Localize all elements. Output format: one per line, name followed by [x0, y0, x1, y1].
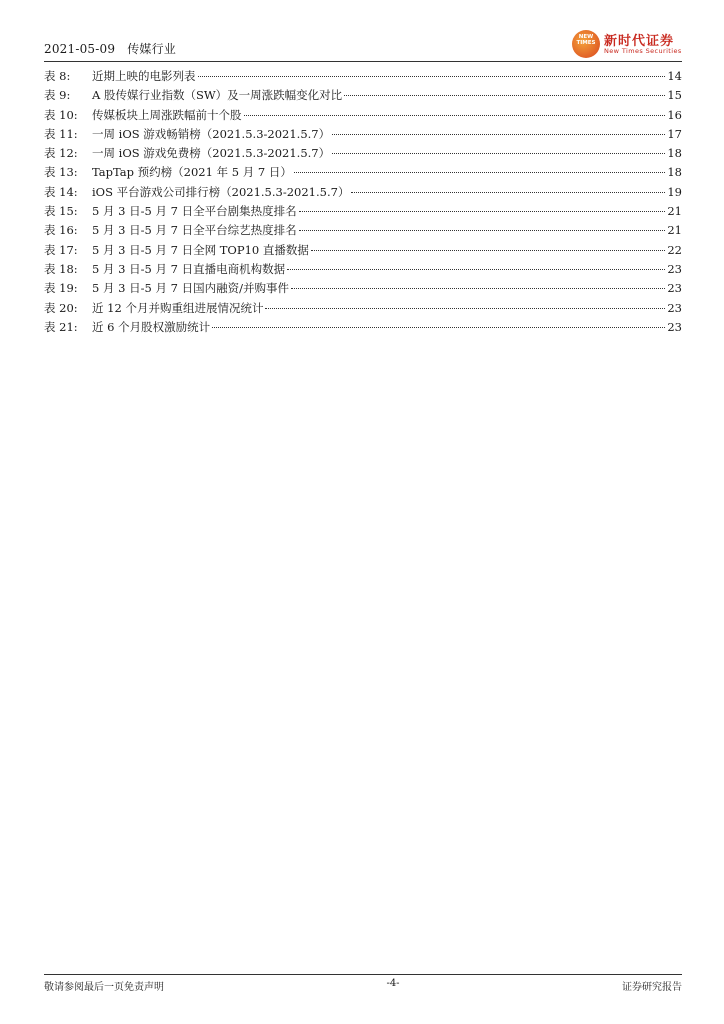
toc-entry-title: 近 12 个月并购重组进展情况统计 [92, 300, 264, 315]
toc-entry[interactable] [44, 280, 682, 299]
toc-entry-label: 表 9: [44, 88, 71, 103]
toc-entry-label: 表 13: [44, 165, 78, 180]
toc-entry-title: 一周 iOS 游戏免费榜（2021.5.3-2021.5.7） [92, 146, 331, 161]
toc-entry[interactable] [44, 319, 682, 338]
toc-entry-label: 表 8: [44, 69, 71, 83]
toc-entry-page: 21 [667, 223, 682, 238]
toc-entry[interactable] [44, 145, 682, 164]
toc-entry-label: 表 17: [44, 242, 78, 257]
toc-entry-page: 16 [667, 107, 682, 122]
header-divider [44, 61, 682, 62]
toc-leader-dots [299, 230, 666, 231]
toc-leader-dots [287, 269, 665, 270]
footer-report-type: 证券研究报告 [622, 982, 682, 993]
logo-company-subtitle: New Times Securities [604, 47, 682, 55]
toc-entry[interactable] [44, 68, 682, 87]
toc-entry-title: 5 月 3 日-5 月 7 日全平台综艺热度排名 [92, 223, 297, 238]
toc-entry-label: 表 15: [44, 204, 78, 219]
company-logo [570, 28, 686, 60]
toc-entry[interactable] [44, 107, 682, 126]
toc-leader-dots [311, 250, 665, 251]
toc-entry-title: 一周 iOS 游戏畅销榜（2021.5.3-2021.5.7） [92, 126, 331, 141]
toc-leader-dots [244, 115, 666, 116]
logo-company-name: 新时代证券 [604, 34, 675, 49]
toc-leader-dots [212, 327, 665, 328]
toc-entry-title: 5 月 3 日-5 月 7 日直播电商机构数据 [92, 261, 286, 276]
toc-leader-dots [294, 172, 666, 173]
toc-entry[interactable] [44, 300, 682, 319]
toc-leader-dots [332, 153, 665, 154]
toc-leader-dots [332, 134, 665, 135]
report-date: 2021-05-09 [44, 42, 116, 56]
toc-leader-dots [265, 308, 665, 309]
toc-entry-page: 23 [667, 281, 682, 296]
footer-disclaimer: 敬请参阅最后一页免责声明 [44, 982, 164, 993]
toc-entry-title: 近 6 个月股权激励统计 [92, 319, 211, 334]
toc-entry-page: 22 [667, 242, 682, 257]
table-of-contents [44, 68, 682, 338]
toc-entry-label: 表 14: [44, 184, 78, 199]
toc-leader-dots [198, 76, 666, 77]
toc-entry-title: 传媒板块上周涨跌幅前十个股 [92, 107, 242, 122]
toc-entry[interactable] [44, 222, 682, 241]
logo-emblem-text: NEW TIMES [576, 34, 596, 46]
toc-entry-label: 表 12: [44, 146, 78, 161]
toc-entry-title: iOS 平台游戏公司排行榜（2021.5.3-2021.5.7） [92, 184, 350, 199]
toc-entry-page: 14 [667, 69, 682, 83]
toc-entry-page: 23 [667, 319, 682, 334]
toc-entry-page: 18 [667, 165, 682, 180]
report-category: 传媒行业 [127, 42, 177, 56]
toc-entry-page: 19 [667, 184, 682, 199]
toc-entry-label: 表 18: [44, 261, 78, 276]
toc-entry-page: 15 [667, 88, 682, 103]
toc-entry[interactable] [44, 184, 682, 203]
footer-divider [44, 974, 682, 975]
toc-entry[interactable] [44, 203, 682, 222]
toc-entry-label: 表 21: [44, 319, 78, 334]
toc-entry[interactable] [44, 126, 682, 145]
toc-entry[interactable] [44, 242, 682, 261]
toc-entry-page: 18 [667, 146, 682, 161]
toc-leader-dots [344, 95, 665, 96]
toc-entry-label: 表 19: [44, 281, 78, 296]
footer-page-number: -4- [386, 978, 400, 989]
header-date-line [44, 40, 184, 57]
toc-leader-dots [291, 288, 665, 289]
toc-entry[interactable] [44, 261, 682, 280]
toc-entry-title: 5 月 3 日-5 月 7 日全平台剧集热度排名 [92, 204, 297, 219]
toc-leader-dots [351, 192, 665, 193]
toc-entry-title: 5 月 3 日-5 月 7 日国内融资/并购事件 [92, 281, 289, 296]
toc-entry-page: 23 [667, 300, 682, 315]
toc-entry-page: 21 [667, 204, 682, 219]
toc-entry-title: A 股传媒行业指数（SW）及一周涨跌幅变化对比 [92, 88, 343, 103]
toc-entry-label: 表 10: [44, 107, 78, 122]
toc-entry[interactable] [44, 87, 682, 106]
toc-entry[interactable] [44, 164, 682, 183]
toc-entry-label: 表 16: [44, 223, 78, 238]
toc-entry-title: 5 月 3 日-5 月 7 日全网 TOP10 直播数据 [92, 242, 309, 257]
toc-entry-title: TapTap 预约榜（2021 年 5 月 7 日） [92, 165, 292, 180]
page-footer [44, 978, 682, 993]
toc-entry-label: 表 11: [44, 126, 78, 141]
toc-leader-dots [299, 211, 666, 212]
toc-entry-page: 23 [667, 261, 682, 276]
toc-entry-page: 17 [667, 126, 682, 141]
toc-entry-title: 近期上映的电影列表 [92, 69, 196, 83]
toc-entry-label: 表 20: [44, 300, 78, 315]
